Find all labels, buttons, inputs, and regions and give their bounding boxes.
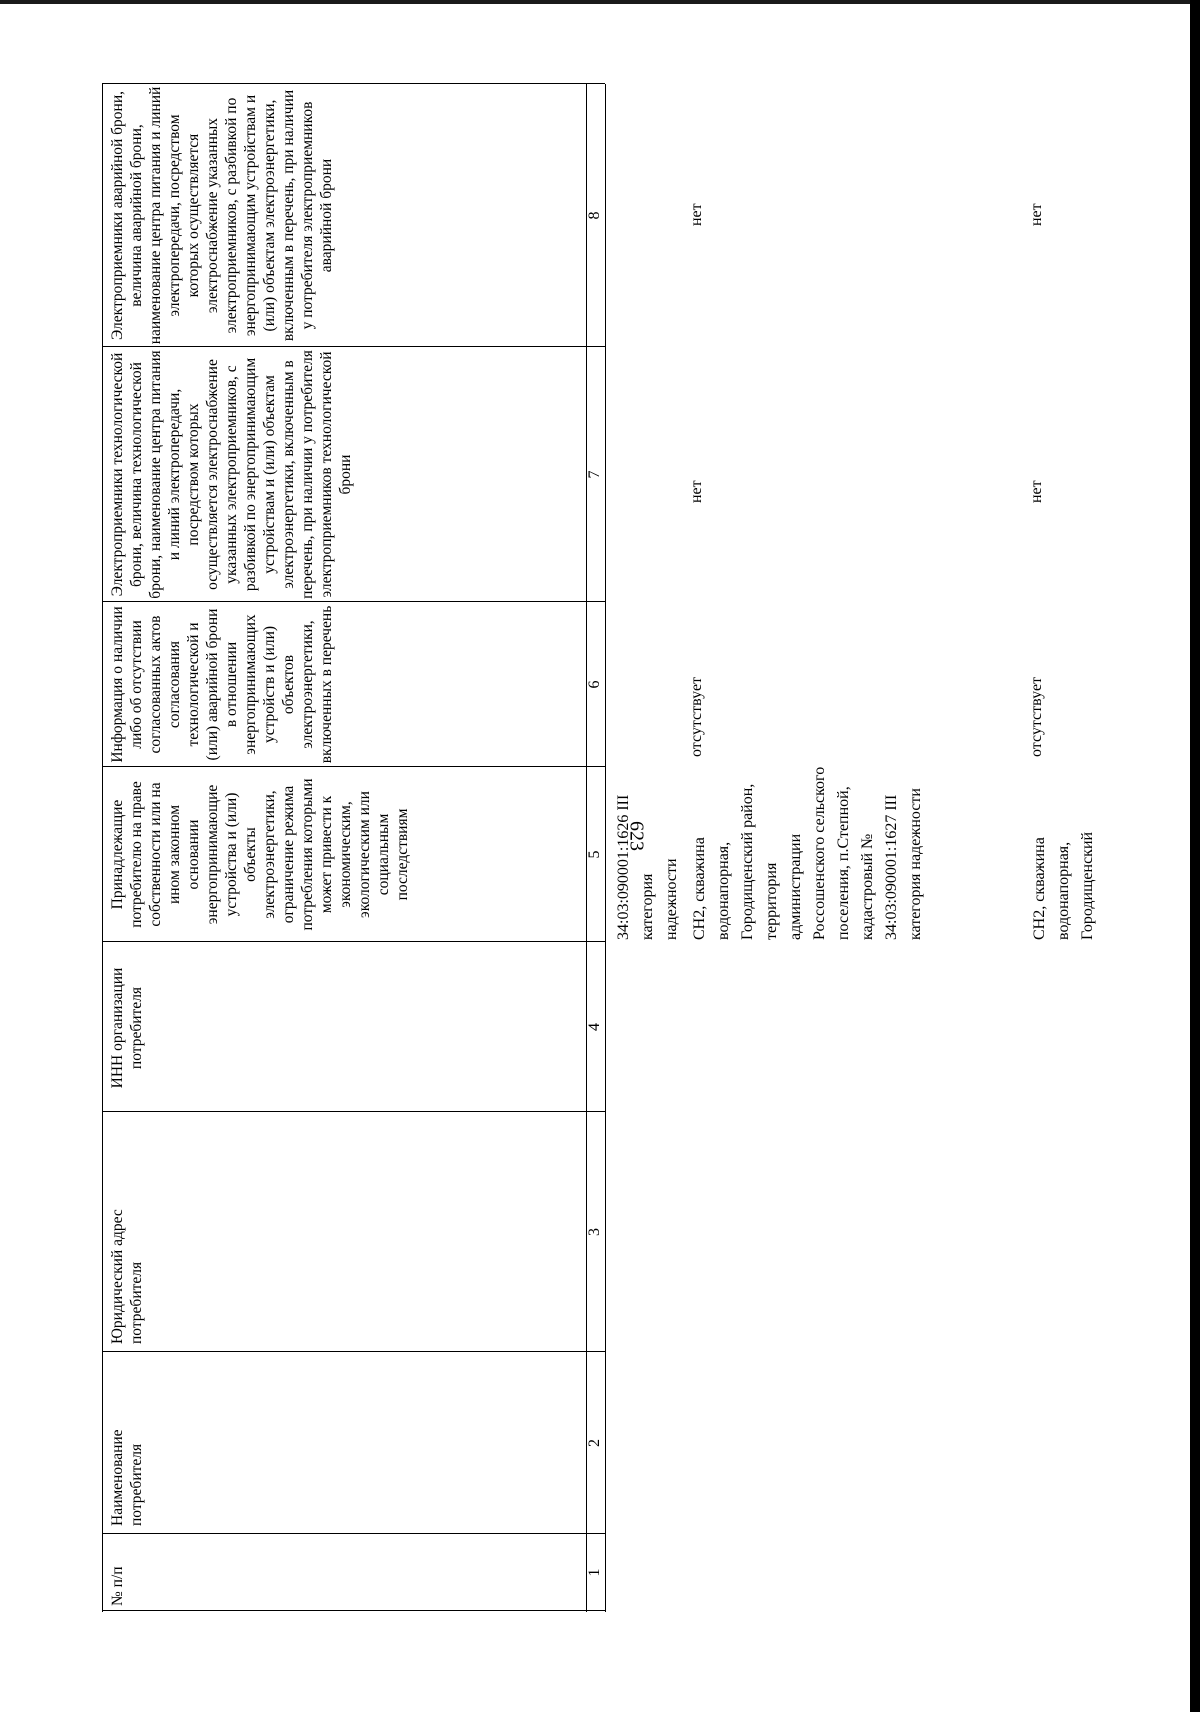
header-col-7: Электроприемники технологической брони, величина технологической брони, наименование центра питания и линий электропередачи, посредством которых осуществляется электроснабжение указанных электроприемников, с разбивкой по энергопринимающим устройствам и (или) объектам электроэнергетики, включенным в перечень, при наличии у потребителя электроприемников технологической брони [109, 350, 354, 599]
table-row-3-col5: СН2, скважина водонапорная, Городищенский [1031, 831, 1096, 940]
numbers-bottom-border [605, 84, 606, 1612]
table-row-3-col6: отсутствует [1028, 676, 1045, 757]
col-sep-7 [102, 346, 605, 347]
column-number-1: 1 [586, 1568, 603, 1577]
column-number-6: 6 [586, 680, 603, 689]
header-col-5: Принадлежащие потребителю на праве собственности или на ином законном основании энергопринимающие устройства и (или) объекты электроэнергетики, ограничение режима потребления которыми может привести к экономическим, экологическим или социальным последствиям [109, 778, 411, 931]
column-number-2: 2 [586, 1439, 603, 1447]
scan-right-edge [1190, 0, 1200, 1712]
col-sep-0 [102, 1610, 605, 1611]
column-number-4: 4 [586, 1023, 603, 1031]
table-row-2-col8: нет [688, 203, 705, 226]
table-row-2-col7: нет [688, 480, 705, 503]
header-col-8: Электроприемники аварийной брони, величина аварийной брони, наименование центра питания и линий электропередачи, посредством которых осуществляется электроснабжение указанных электроприемников, с разбивкой по энергопринимающим устройствам и (или) объектам электроэнергетики, включенным в перечень, при наличии у потребителя электроприемников аварийной брони [109, 86, 335, 345]
header-col-1: № п/п [109, 1566, 126, 1606]
header-col-6: Информация о наличии либо об отсутствии согласованных актов согласования технологической и (или) аварийной брони в отношении энергопринимающих устройств и (или) объектов электроэнергетики, включенных в перечень [109, 605, 335, 764]
table-row-2-col5: СН2, скважина водонапорная, Городищенский район, территория администрации Россошенского сельского поселения, п.Степной, кадастровый № 34:03:090001:1627 III категория надежности [691, 766, 924, 940]
column-number-5: 5 [586, 850, 603, 859]
table-row-1-col5: 34:03:090001:1626 III категория надежности [615, 794, 680, 940]
table-row-3-col8: нет [1028, 203, 1045, 226]
col-sep-1 [102, 1533, 605, 1534]
column-number-3: 3 [586, 1228, 603, 1236]
col-sep-5 [102, 766, 605, 767]
col-sep-8 [102, 83, 605, 84]
col-sep-6 [102, 601, 605, 602]
header-col-4: ИНН организации потребителя [109, 967, 145, 1089]
col-sep-2 [102, 1351, 605, 1352]
column-number-7: 7 [586, 470, 603, 479]
table-row-3-col7: нет [1028, 480, 1045, 503]
table-top-border [102, 84, 103, 1612]
table-row-2-col6: отсутствует [688, 676, 705, 757]
page-number: 623 [625, 821, 648, 851]
col-sep-3 [102, 1111, 605, 1112]
column-number-8: 8 [586, 211, 603, 220]
header-col-3: Юридический адрес потребителя [109, 1209, 145, 1344]
header-col-2: Наименование потребителя [109, 1429, 145, 1526]
scan-top-edge [0, 0, 1200, 4]
col-sep-4 [102, 941, 605, 942]
